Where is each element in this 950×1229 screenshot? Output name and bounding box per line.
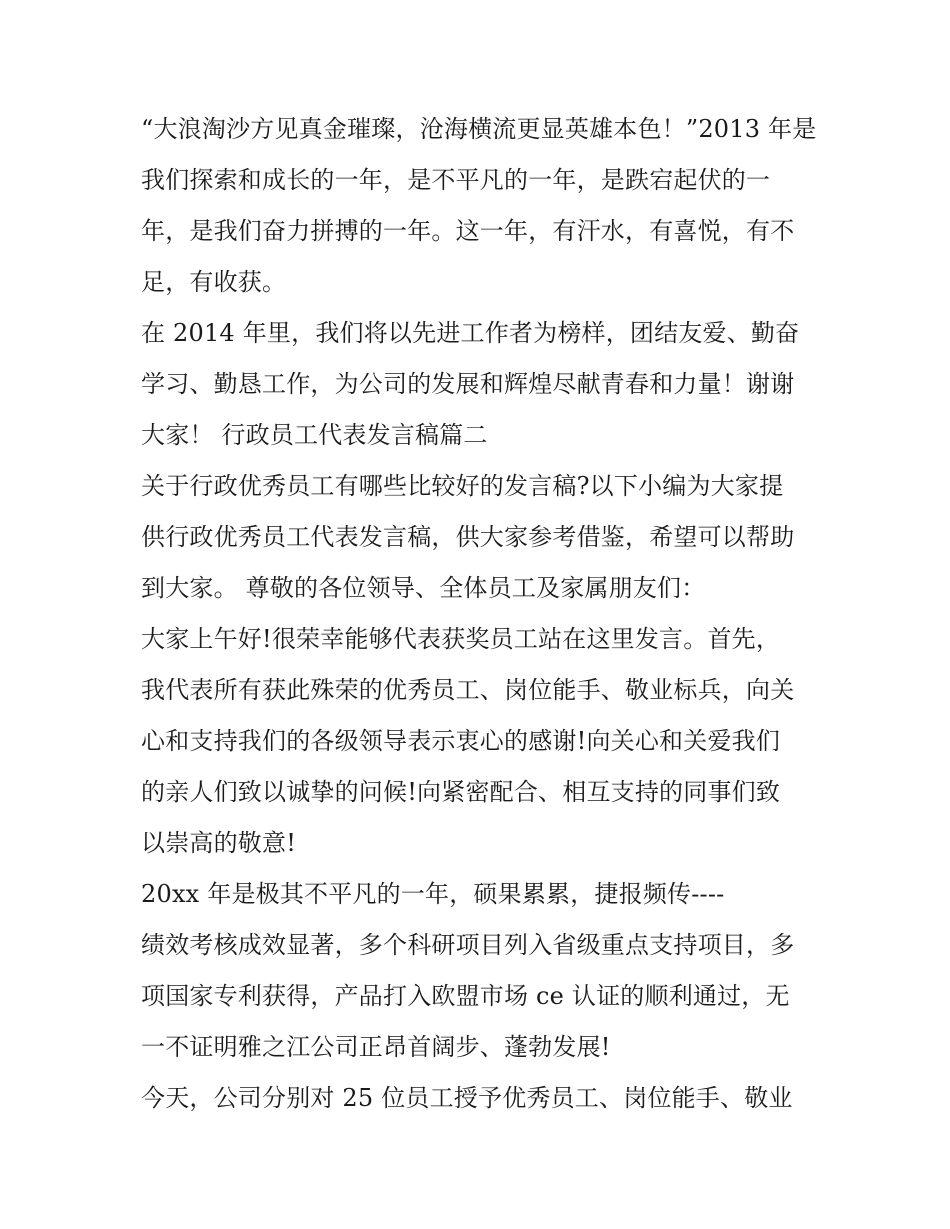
text-line: 足，有收获。: [141, 268, 287, 296]
text-line: 绩效考核成效显著，多个科研项目列入省级重点支持项目，多: [141, 931, 795, 959]
text-line: 关于行政优秀员工有哪些比较好的发言稿?以下小编为大家提: [141, 472, 784, 500]
text-line: 供行政优秀员工代表发言稿，供大家参考借鉴，希望可以帮助: [141, 523, 795, 551]
text-line: 到大家。 尊敬的各位领导、全体员工及家属朋友们：: [141, 574, 706, 602]
text-line: 心和支持我们的各级领导表示衷心的感谢!向关心和关爱我们: [141, 727, 781, 755]
text-line: 大家！ 行政员工代表发言稿篇二: [141, 421, 488, 449]
text-line: 项国家专利获得，产品打入欧盟市场 ce 认证的顺利通过，无: [141, 982, 790, 1010]
text-line: 以崇高的敬意!: [141, 829, 297, 857]
text-line: 年，是我们奋力拼搏的一年。这一年，有汗水，有喜悦，有不: [141, 217, 795, 245]
text-line: 我代表所有获此殊荣的优秀员工、岗位能手、敬业标兵，向关: [141, 676, 795, 704]
text-line: 在 2014 年里，我们将以先进工作者为榜样，团结友爱、勤奋: [141, 319, 800, 347]
text-line: 的亲人们致以诚挚的问候!向紧密配合、相互支持的同事们致: [141, 778, 781, 806]
text-line: 我们探索和成长的一年，是不平凡的一年，是跌宕起伏的一: [141, 166, 771, 194]
text-line: 20xx 年是极其不平凡的一年，硕果累累，捷报频传----: [141, 880, 725, 908]
text-line: 一不证明雅之江公司正昂首阔步、蓬勃发展!: [141, 1033, 611, 1061]
document-body: [141, 104, 821, 1124]
text-line: “大浪淘沙方见真金璀璨，沧海横流更显英雄本色！”2013 年是: [141, 115, 817, 143]
text-line: 大家上午好!很荣幸能够代表获奖员工站在这里发言。首先，: [141, 625, 781, 653]
text-line: 学习、勤恳工作，为公司的发展和辉煌尽献青春和力量！谢谢: [141, 370, 795, 398]
text-line: 今天，公司分别对 25 位员工授予优秀员工、岗位能手、敬业: [141, 1084, 793, 1112]
